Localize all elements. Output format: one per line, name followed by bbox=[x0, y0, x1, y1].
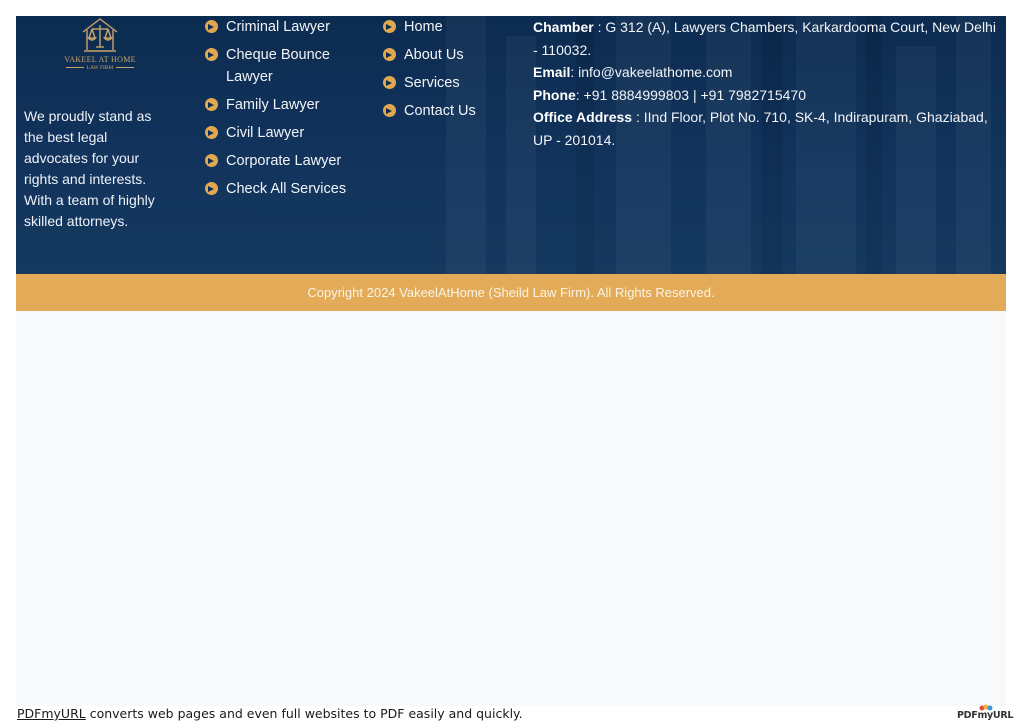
pdf-note-text: converts web pages and even full websites to PDF easily and quickly. bbox=[85, 706, 523, 721]
service-link-civil-lawyer[interactable]: Civil Lawyer bbox=[205, 122, 355, 144]
brand-logo[interactable] bbox=[56, 16, 144, 80]
about-text: We proudly stand as the best legal advocates for your rights and interests. With a team of highly skilled attorneys. bbox=[24, 108, 155, 229]
pdfmyurl-logo-text: PDFmyURL bbox=[957, 710, 1014, 721]
nav-link-contact-us[interactable]: Contact Us bbox=[383, 100, 503, 122]
contact-info bbox=[533, 16, 1003, 151]
email-row bbox=[533, 61, 1003, 84]
chamber-address bbox=[533, 16, 1003, 61]
copyright-text: Copyright 2024 VakeelAtHome (Sheild Law Firm). All Rights Reserved. bbox=[307, 285, 715, 300]
arrow-circle-icon bbox=[383, 104, 396, 117]
pdfmyurl-logo[interactable] bbox=[957, 704, 1014, 722]
phone-value[interactable]: : +91 8884999803 | +91 7982715470 bbox=[575, 86, 806, 103]
scales-of-justice-icon bbox=[79, 16, 121, 54]
arrow-circle-icon bbox=[205, 126, 218, 139]
office-value: : IInd Floor, Plot No. 710, SK-4, Indirapuram, Ghaziabad, UP - 201014. bbox=[533, 109, 988, 148]
services-list bbox=[205, 16, 355, 206]
arrow-circle-icon bbox=[383, 20, 396, 33]
page-canvas bbox=[16, 16, 1006, 706]
phone-row bbox=[533, 84, 1003, 107]
arrow-circle-icon bbox=[383, 76, 396, 89]
service-link-check-all-services[interactable]: Check All Services bbox=[205, 178, 355, 200]
quick-links-list bbox=[383, 16, 503, 128]
arrow-circle-icon bbox=[205, 154, 218, 167]
email-value[interactable]: : info@vakeelathome.com bbox=[570, 64, 733, 80]
arrow-circle-icon bbox=[205, 48, 218, 61]
brand-name: VAKEEL AT HOME bbox=[64, 55, 136, 64]
service-link-cheque-bounce-lawyer[interactable]: Cheque Bounce Lawyer bbox=[205, 44, 355, 88]
arrow-circle-icon bbox=[205, 20, 218, 33]
nav-link-services[interactable]: Services bbox=[383, 72, 503, 94]
office-address bbox=[533, 106, 1003, 151]
pdfmyurl-link[interactable]: PDFmyURL bbox=[17, 706, 86, 721]
phone-label: Phone bbox=[533, 86, 576, 103]
service-link-corporate-lawyer[interactable]: Corporate Lawyer bbox=[205, 150, 355, 172]
site-footer bbox=[16, 16, 1006, 274]
service-link-family-lawyer[interactable]: Family Lawyer bbox=[205, 94, 355, 116]
email-label: Email bbox=[533, 64, 571, 80]
office-label: Office Address bbox=[533, 109, 633, 125]
service-link-criminal-lawyer[interactable]: Criminal Lawyer bbox=[205, 16, 355, 38]
copyright-bar bbox=[16, 274, 1006, 311]
pdf-converter-note bbox=[17, 706, 523, 721]
brand-tagline: LAW FIRM bbox=[56, 65, 144, 71]
arrow-circle-icon bbox=[383, 48, 396, 61]
nav-link-home[interactable]: Home bbox=[383, 16, 503, 38]
chamber-label: Chamber bbox=[533, 19, 594, 35]
arrow-circle-icon bbox=[205, 98, 218, 111]
chamber-value: : G 312 (A), Lawyers Chambers, Karkardooma Court, New Delhi - 110032. bbox=[533, 19, 996, 58]
nav-link-about-us[interactable]: About Us bbox=[383, 44, 503, 66]
arrow-circle-icon bbox=[205, 182, 218, 195]
